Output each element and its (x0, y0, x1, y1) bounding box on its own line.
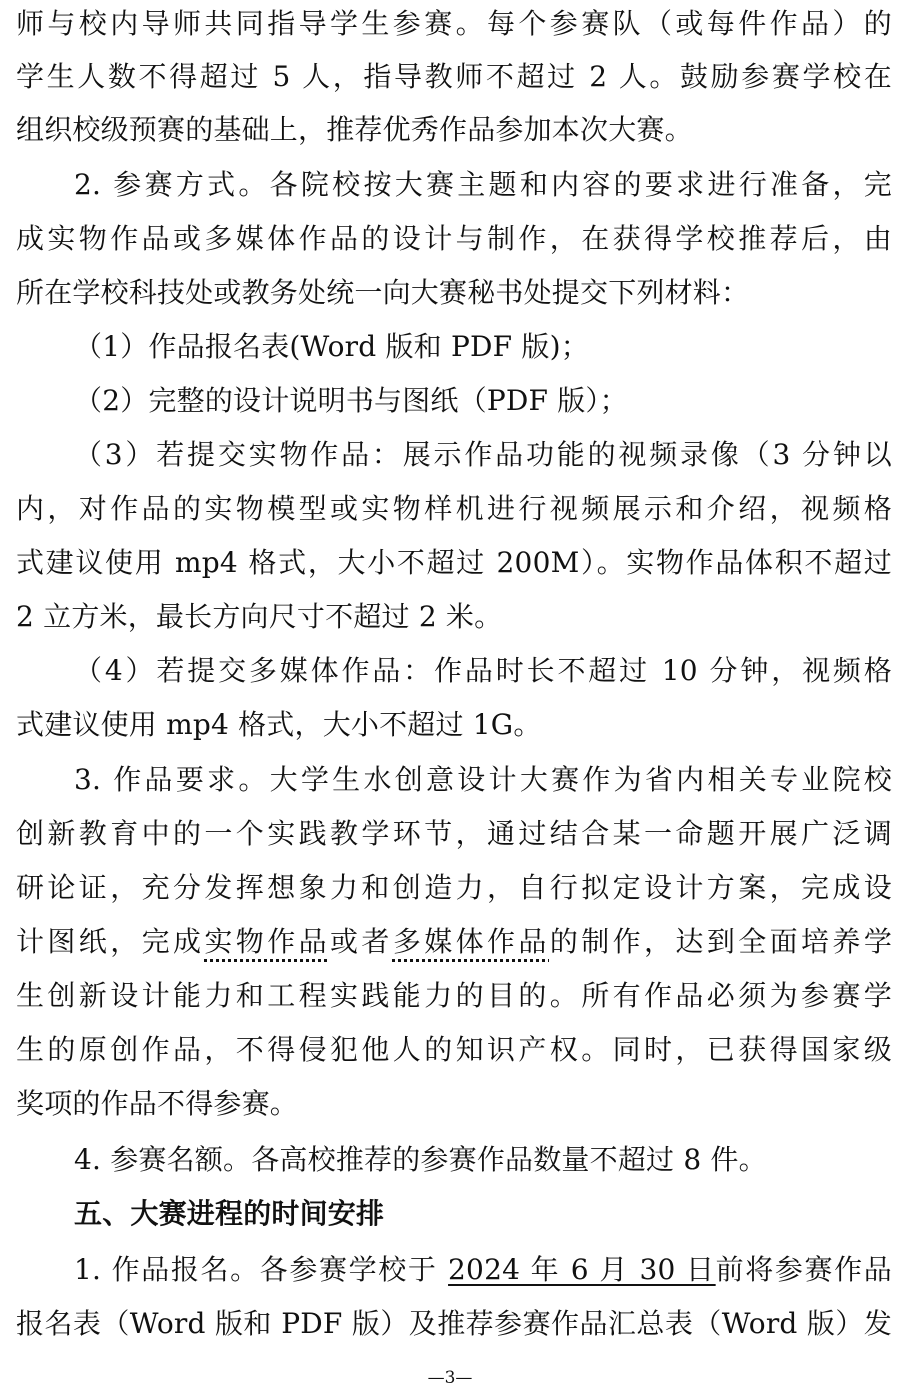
paragraph-line: 报名表（Word 版和 PDF 版）及推荐参赛作品汇总表（Word 版）发 (16, 1307, 892, 1340)
paragraph-line: 内，对作品的实物模型或实物样机进行视频展示和介绍，视频格 (16, 492, 892, 525)
paragraph-line: 4. 参赛名额。各高校推荐的参赛作品数量不超过 8 件。 (74, 1143, 767, 1176)
paragraph-line: 生创新设计能力和工程实践能力的目的。所有作品必须为参赛学 (16, 979, 892, 1012)
paragraph-line: 式建议使用 mp4 格式，大小不超过 1G。 (16, 708, 542, 741)
page-number: —3— (427, 1368, 473, 1388)
line-text: 前将参赛作品 (715, 1253, 892, 1286)
list-item: （3）若提交实物作品：展示作品功能的视频录像（3 分钟以 (74, 438, 892, 471)
paragraph-line: 学生人数不得超过 5 人，指导教师不超过 2 人。鼓励参赛学校在 (16, 60, 892, 93)
paragraph-line: 式建议使用 mp4 格式，大小不超过 200M）。实物作品体积不超过 (16, 546, 892, 579)
line-text: 计图纸，完成 (16, 925, 205, 958)
section-heading: 五、大赛进程的时间安排 (74, 1197, 385, 1230)
list-item: （4）若提交多媒体作品：作品时长不超过 10 分钟，视频格 (74, 654, 892, 687)
line-text: 或者 (330, 925, 393, 958)
list-item: （1）作品报名表(Word 版和 PDF 版)； (74, 330, 589, 363)
paragraph-line: 研论证，充分发挥想象力和创造力，自行拟定设计方案，完成设 (16, 871, 892, 904)
paragraph-line: 所在学校科技处或教务处统一向大赛秘书处提交下列材料： (16, 276, 750, 309)
deadline-date: 2024 年 6 月 30 日 (448, 1253, 716, 1286)
paragraph-line-date (74, 1250, 892, 1290)
list-item: （2）完整的设计说明书与图纸（PDF 版）； (74, 384, 628, 417)
line-text: 1. 作品报名。各参赛学校于 (74, 1253, 449, 1286)
paragraph-line: 2 立方米，最长方向尺寸不超过 2 米。 (16, 600, 503, 633)
emphasis-physical-works: 实物作品 (204, 925, 331, 958)
paragraph-line-emphasis (16, 922, 892, 962)
emphasis-multimedia-works: 多媒体作品 (392, 925, 550, 958)
paragraph-line: 创新教育中的一个实践教学环节，通过结合某一命题开展广泛调 (16, 817, 892, 850)
paragraph-line: 组织校级预赛的基础上，推荐优秀作品参加本次大赛。 (16, 113, 693, 146)
paragraph-line: 奖项的作品不得参赛。 (16, 1087, 299, 1120)
paragraph-line: 生的原创作品，不得侵犯他人的知识产权。同时，已获得国家级 (16, 1033, 892, 1066)
line-text: 的制作，达到全面培养学 (549, 925, 893, 958)
paragraph-line: 成实物作品或多媒体作品的设计与制作，在获得学校推荐后，由 (16, 222, 892, 255)
paragraph-line: 2. 参赛方式。各院校按大赛主题和内容的要求进行准备，完 (74, 168, 892, 201)
paragraph-line: 师与校内导师共同指导学生参赛。每个参赛队（或每件作品）的 (16, 7, 892, 40)
paragraph-line: 3. 作品要求。大学生水创意设计大赛作为省内相关专业院校 (74, 763, 892, 796)
